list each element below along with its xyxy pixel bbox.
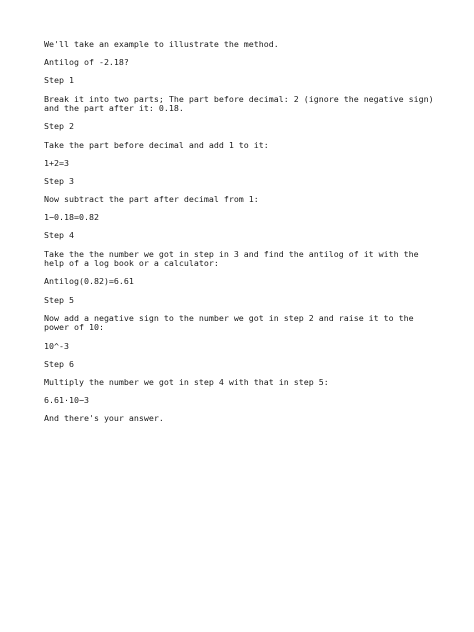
step-4-heading: Step 4 — [44, 230, 74, 241]
question-text: Antilog of -2.18? — [44, 57, 129, 68]
document-body — [44, 39, 439, 433]
step-2-text: Take the part before decimal and add 1 to it: — [44, 139, 269, 150]
intro-text: We'll take an example to illustrate the method. — [44, 39, 279, 49]
step-3-heading: Step 3 — [44, 175, 74, 186]
step-1-text: Break it into two parts; The part before decimal: 2 (ignore the negative sign) and the part after it: 0.18. — [44, 93, 439, 114]
step-4-equation: Antilog(0.82)=6.61 — [44, 276, 134, 287]
closing-text: And there's your answer. — [44, 413, 164, 424]
step-4-text: Take the the number we got in step in 3 and find the antilog of it with the help of a log book or a calculator: — [44, 248, 424, 269]
step-2-heading: Step 2 — [44, 121, 74, 132]
step-6-heading: Step 6 — [44, 358, 74, 369]
step-6-equation: 6.61·10−3 — [44, 395, 89, 406]
step-1-heading: Step 1 — [44, 75, 74, 86]
step-3-text: Now subtract the part after decimal from 1: — [44, 194, 259, 205]
step-6-text: Multiply the number we got in step 4 with that in step 5: — [44, 376, 329, 387]
step-5-heading: Step 5 — [44, 294, 74, 305]
step-2-equation: 1+2=3 — [44, 157, 69, 168]
step-3-equation: 1−0.18=0.82 — [44, 212, 99, 223]
step-5-text: Now add a negative sign to the number we got in step 2 and raise it to the power of 10: — [44, 312, 419, 333]
step-5-equation: 10^-3 — [44, 340, 69, 351]
